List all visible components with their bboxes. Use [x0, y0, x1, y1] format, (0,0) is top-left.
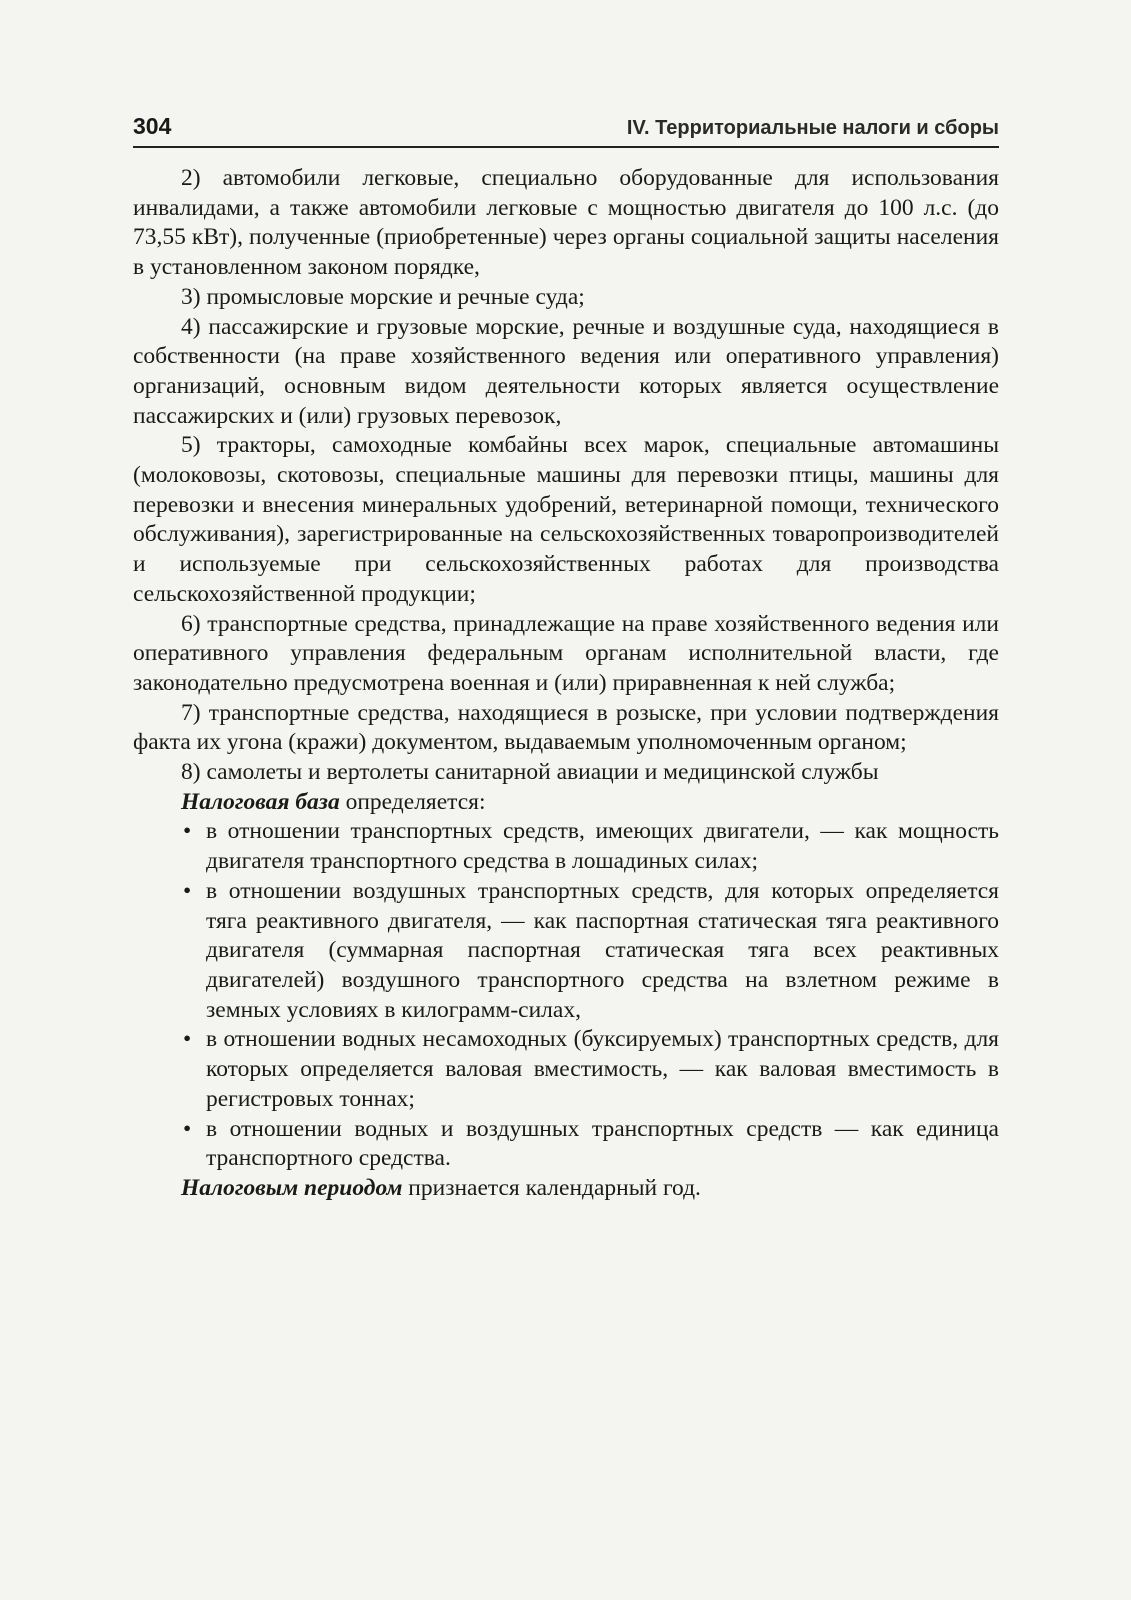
- running-head: IV. Территориальные налоги и сборы: [626, 117, 999, 139]
- body-text: [133, 164, 999, 1204]
- tax-base-rest: определяется:: [339, 788, 486, 815]
- bullet-icon: •: [183, 1115, 192, 1142]
- tax-base-bullet-list: [133, 817, 999, 1173]
- page-header: [133, 112, 999, 148]
- tax-period-paragraph: [133, 1174, 999, 1204]
- page-number: 304: [133, 113, 172, 139]
- tax-base-term: Налоговая база: [181, 788, 340, 815]
- list-item: 6) транспортные средства, принадлежащие на праве хозяйственного ведения или оперативного управления федеральным органам исполнительной власти, где законодательно предусмотрена военная и (или) приравненная к ней служба;: [133, 610, 999, 696]
- bullet-text: в отношении воздушных транспортных средств, для которых определяется тяга реактивного двигателя, — как паспортная статическая тяга реактивного двигателя (суммарная паспортная статическая тяга всех реактивных двигателей) воздушного транспортного средства на взлетном режиме в земных условиях в килограмм-силах,: [206, 877, 999, 1023]
- bullet-item: [133, 877, 999, 1026]
- list-item: 3) промысловые морские и речные суда;: [181, 283, 585, 310]
- bullet-item: [133, 1115, 999, 1174]
- bullet-icon: •: [183, 818, 192, 845]
- bullet-icon: •: [183, 1026, 192, 1053]
- bullet-text: в отношении водных и воздушных транспортных средств — как единица транспортного средства.: [206, 1115, 999, 1172]
- bullet-text: в отношении транспортных средств, имеющих двигатели, — как мощность двигателя транспортного средства в лошадиных силах;: [206, 818, 999, 875]
- bullet-item: [133, 1025, 999, 1114]
- tax-base-paragraph: [133, 788, 999, 818]
- tax-period-term: Налоговым периодом: [181, 1174, 403, 1201]
- list-item: 5) тракторы, самоходные комбайны всех марок, специальные автомашины (молоковозы, скотовозы, специальные машины для перевозки птицы, машины для перевозки и внесения минеральных удобрений, ветеринарной помощи, технического обслуживания), зарегистрированные на сельскохозяйственных товаропроизводителей и используемые при сельскохозяйственных работах для производства сельскохозяйственной продукции;: [133, 432, 999, 607]
- list-item: 7) транспортные средства, находящиеся в розыске, при условии подтверждения факта их угона (кражи) документом, выдаваемым уполномоченным органом;: [133, 699, 999, 756]
- tax-period-rest: признается календарный год.: [402, 1174, 701, 1201]
- list-item: 4) пассажирские и грузовые морские, речные и воздушные суда, находящиеся в собственности (на праве хозяйственного ведения или оперативного управления) организаций, основным видом деятельности которых является осуществление пассажирских и (или) грузовых перевозок,: [133, 313, 999, 429]
- bullet-text: в отношении водных несамоходных (буксируемых) транспортных средств, для которых определяется валовая вместимость, — как валовая вместимость в регистровых тоннах;: [206, 1026, 999, 1112]
- list-item: 2) автомобили легковые, специально оборудованные для использования инвалидами, а также автомобили легковые с мощностью двигателя до 100 л.с. (до 73,55 кВт), полученные (приобретенные) через органы социальной защиты населения в установленном законом порядке,: [133, 165, 999, 281]
- list-item: 8) самолеты и вертолеты санитарной авиации и медицинской службы: [181, 759, 879, 786]
- bullet-icon: •: [183, 877, 192, 904]
- bullet-item: [133, 817, 999, 876]
